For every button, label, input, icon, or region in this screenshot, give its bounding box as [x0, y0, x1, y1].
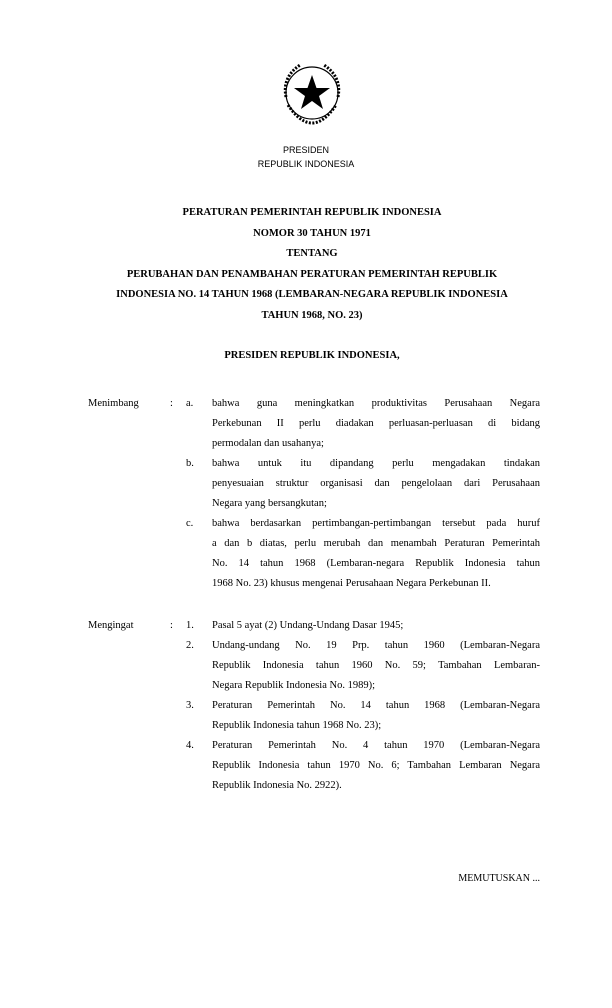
header-republik-indonesia: REPUBLIK INDONESIA: [257, 159, 355, 169]
item-number: 3.: [186, 700, 194, 711]
presidential-emblem-icon: [272, 57, 352, 129]
section-colon: :: [170, 398, 173, 409]
item-number: 4.: [186, 740, 194, 751]
title-line: PERATURAN PEMERINTAH REPUBLIK INDONESIA: [182, 207, 442, 218]
preamble: PRESIDEN REPUBLIK INDONESIA,: [224, 350, 400, 361]
item-text-line: Peraturan Pemerintah No. 14 tahun 1968 (Lembaran-Negara: [212, 700, 540, 711]
item-text-line: Pasal 5 ayat (2) Undang-Undang Dasar 1945;: [212, 620, 404, 631]
item-text-line: Perkebunan II perlu diadakan perluasan-perluasan di bidang: [212, 418, 540, 429]
section-label: Mengingat: [88, 620, 134, 631]
section-colon: :: [170, 620, 173, 631]
item-text-line: Republik Indonesia tahun 1968 No. 23);: [212, 720, 382, 731]
title-line: TAHUN 1968, NO. 23): [261, 309, 363, 321]
item-number: b.: [186, 458, 194, 469]
header-presiden: PRESIDEN: [282, 145, 329, 155]
item-text-line: permodalan dan usahanya;: [212, 438, 324, 449]
item-number: 2.: [186, 640, 194, 651]
item-text-line: Negara yang bersangkutan;: [212, 498, 327, 509]
section-label: Menimbang: [88, 398, 139, 409]
title-line: PERUBAHAN DAN PENAMBAHAN PERATURAN PEMERINTAH REPUBLIK: [126, 268, 498, 280]
title-line: INDONESIA NO. 14 TAHUN 1968 (LEMBARAN-NEGARA REPUBLIK INDONESIA: [116, 289, 508, 300]
item-text-line: bahwa guna meningkatkan produktivitas Perusahaan Negara: [212, 398, 540, 409]
item-text-line: Republik Indonesia tahun 1960 No. 59; Tambahan Lembaran-: [212, 660, 540, 671]
item-text-line: bahwa berdasarkan pertimbangan-pertimbangan tersebut pada huruf: [212, 518, 540, 529]
item-number: c.: [186, 518, 194, 529]
item-number: 1.: [186, 620, 194, 631]
item-text-line: bahwa untuk itu dipandang perlu mengadakan tindakan: [212, 458, 540, 469]
continuation-text: MEMUTUSKAN ...: [458, 873, 540, 884]
item-text-line: Peraturan Pemerintah No. 4 tahun 1970 (Lembaran-Negara: [212, 740, 540, 751]
item-text-line: No. 14 tahun 1968 (Lembaran-negara Republik Indonesia tahun: [212, 558, 540, 569]
item-text-line: Republik Indonesia No. 2922).: [212, 780, 342, 791]
item-text-line: Undang-undang No. 19 Prp. tahun 1960 (Lembaran-Negara: [212, 640, 540, 651]
title-line: NOMOR 30 TAHUN 1971: [253, 227, 371, 239]
item-number: a.: [186, 398, 194, 409]
item-text-line: 1968 No. 23) khusus mengenai Perusahaan Negara Perkebunan II.: [212, 578, 491, 589]
item-text-line: a dan b diatas, perlu merubah dan menambah Peraturan Pemerintah: [212, 538, 540, 549]
item-text-line: Republik Indonesia tahun 1970 No. 6; Tambahan Lembaran Negara: [212, 760, 540, 771]
title-line: TENTANG: [286, 248, 338, 259]
document-title: [0, 203, 612, 326]
item-text-line: Negara Republik Indonesia No. 1989);: [212, 680, 376, 691]
item-text-line: penyesuaian struktur organisasi dan pengelolaan dari Perusahaan: [212, 478, 540, 489]
